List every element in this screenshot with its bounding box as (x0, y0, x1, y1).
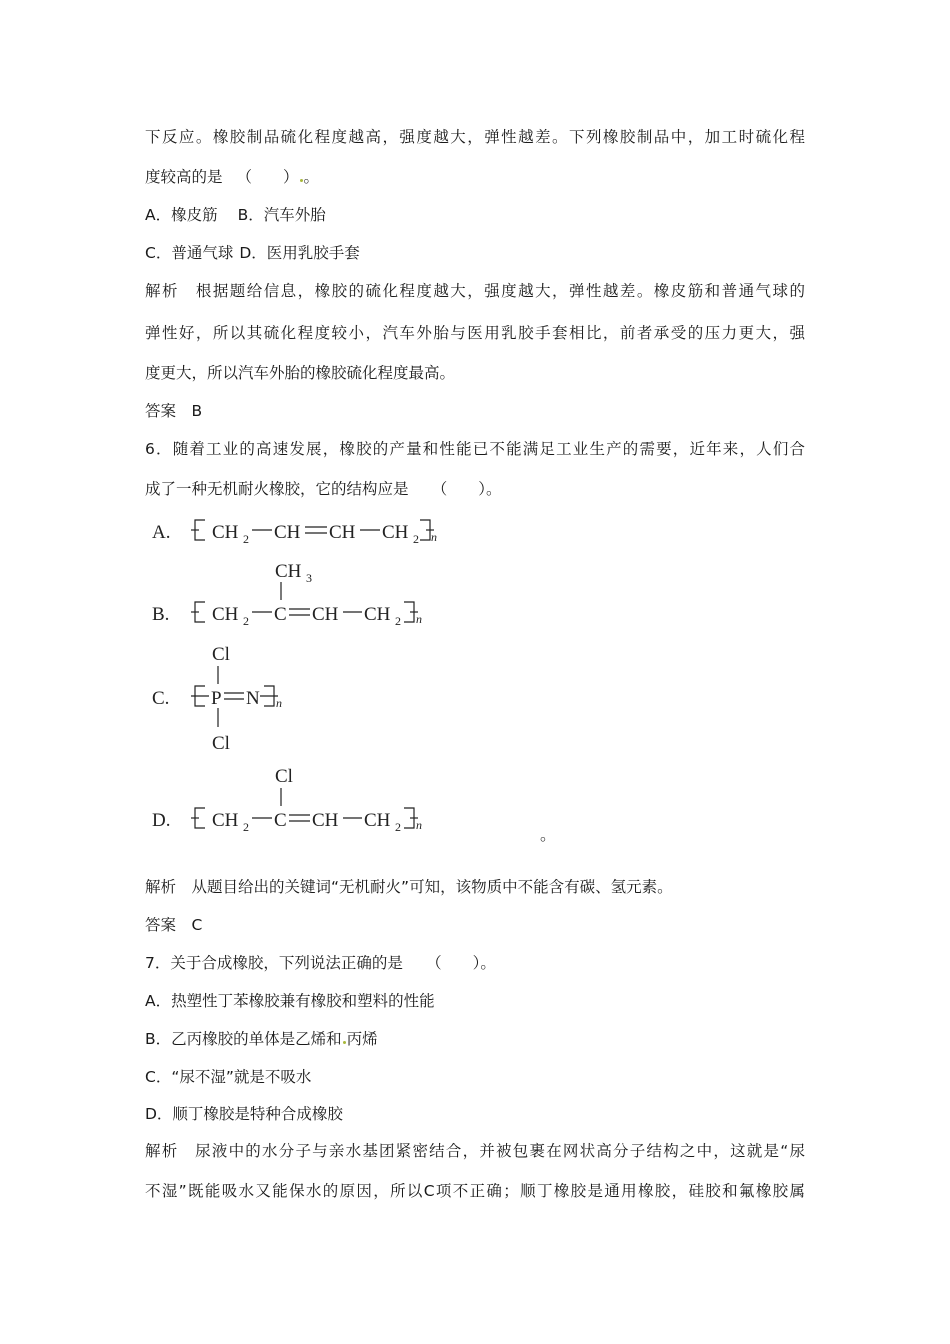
q7-option-b (145, 1029, 378, 1049)
q5-analysis-line3: 度更大，所以汽车外胎的橡胶硫化程度最高。 (145, 364, 456, 382)
subscript-2: 2 (243, 614, 249, 628)
q5-answer-value: B (191, 402, 203, 420)
q7-analysis-line2: 不湿”既能吸水又能保水的原因，所以C项不正确；顺丁橡胶是通用橡胶，硅胶和氟橡胶属 (145, 1182, 805, 1200)
q5-option-b: B．汽车外胎 (237, 206, 326, 224)
subscript-n: n (431, 530, 437, 544)
q7-option-b-text2: 丙烯 (346, 1030, 378, 1048)
p-atom: P (211, 688, 222, 709)
ch2-group: CH (364, 604, 391, 625)
q6-answer (145, 915, 202, 935)
q6-answer-value: C (191, 916, 203, 934)
q7-stem: 7．关于合成橡胶，下列说法正确的是 （ ）。 (145, 954, 496, 972)
structure-b-label: B. (152, 604, 170, 625)
structure-a-label: A. (152, 522, 171, 543)
q7-option-b-text1: B．乙丙橡胶的单体是乙烯和 (145, 1030, 342, 1048)
q5-option-a: A．橡皮筋 (145, 206, 218, 224)
q6-answer-label: 答案 (145, 916, 177, 934)
ch-group: CH (274, 522, 301, 543)
cl-atom: Cl (212, 644, 230, 665)
n-atom: N (246, 688, 260, 709)
structure-c (152, 644, 282, 754)
ch2-group: CH (382, 522, 409, 543)
q7-option-d: D．顺丁橡胶是特种合成橡胶 (145, 1105, 343, 1123)
q7-analysis-line1 (145, 1141, 805, 1161)
q5-option-c: C．普通气球 (145, 244, 234, 262)
q6-stem-line1: 6．随着工业的高速发展，橡胶的产量和性能已不能满足工业生产的需要，近年来，人们合 (145, 440, 805, 458)
structure-c-label: C. (152, 688, 170, 709)
c-atom: C (274, 810, 287, 831)
q5-option-d: D．医用乳胶手套 (239, 244, 360, 262)
structure-d (152, 766, 422, 834)
structure-b (152, 561, 422, 628)
ch2-group: CH (212, 810, 239, 831)
q6-stem-line2: 成了一种无机耐火橡胶，它的结构应是 （ ）。 (145, 480, 502, 498)
q6-analysis-text: 从题目给出的关键词“无机耐火”可知，该物质中不能含有碳、氢元素。 (191, 878, 673, 896)
ch2-group: CH (212, 604, 239, 625)
structure-d-label: D. (152, 810, 171, 831)
q7-analysis-label: 解析 (145, 1142, 179, 1160)
highlight-dot-icon (343, 1041, 346, 1044)
q5-answer-blank: （ ） (236, 168, 299, 186)
subscript-2: 2 (395, 614, 401, 628)
subscript-2: 2 (243, 532, 249, 546)
structures-tail-period: 。 (540, 827, 557, 844)
q5-period: 。 (303, 168, 320, 186)
q7-analysis-text1: 尿液中的水分子与亲水基团紧密结合，并被包裹在网状高分子结构之中，这就是“尿 (195, 1142, 805, 1160)
q6-analysis (145, 877, 673, 897)
q7-option-a: A．热塑性丁苯橡胶兼有橡胶和塑料的性能 (145, 992, 435, 1010)
c-atom: C (274, 604, 287, 625)
subscript-n: n (276, 696, 282, 710)
q5-stem-line1: 下反应。橡胶制品硫化程度越高，强度越大，弹性越差。下列橡胶制品中，加工时硫化程 (145, 128, 805, 146)
q6-analysis-label: 解析 (145, 878, 177, 896)
subscript-n: n (416, 612, 422, 626)
ch-group: CH (329, 522, 356, 543)
ch2-group: CH (364, 810, 391, 831)
structure-a (152, 520, 437, 546)
ch2-group: CH (212, 522, 239, 543)
cl-atom: Cl (212, 733, 230, 754)
ch-group: CH (312, 604, 339, 625)
subscript-2: 2 (395, 820, 401, 834)
q7-option-c: C．“尿不湿”就是不吸水 (145, 1068, 312, 1086)
q5-answer-label: 答案 (145, 402, 177, 420)
q5-stem-text: 度较高的是 (145, 168, 223, 186)
ch-group: CH (312, 810, 339, 831)
q5-analysis-line2: 弹性好，所以其硫化程度较小，汽车外胎与医用乳胶手套相比，前者承受的压力更大，强 (145, 324, 805, 342)
cl-atom: Cl (275, 766, 293, 787)
q5-analysis-label: 解析 (145, 282, 179, 300)
subscript-3: 3 (306, 571, 312, 585)
ch3-group: CH (275, 561, 302, 582)
subscript-2: 2 (243, 820, 249, 834)
subscript-n: n (416, 818, 422, 832)
subscript-2: 2 (413, 532, 419, 546)
q5-analysis-text1: 根据题给信息，橡胶的硫化程度越大，强度越大，弹性越差。橡皮筋和普通气球的 (195, 282, 805, 300)
